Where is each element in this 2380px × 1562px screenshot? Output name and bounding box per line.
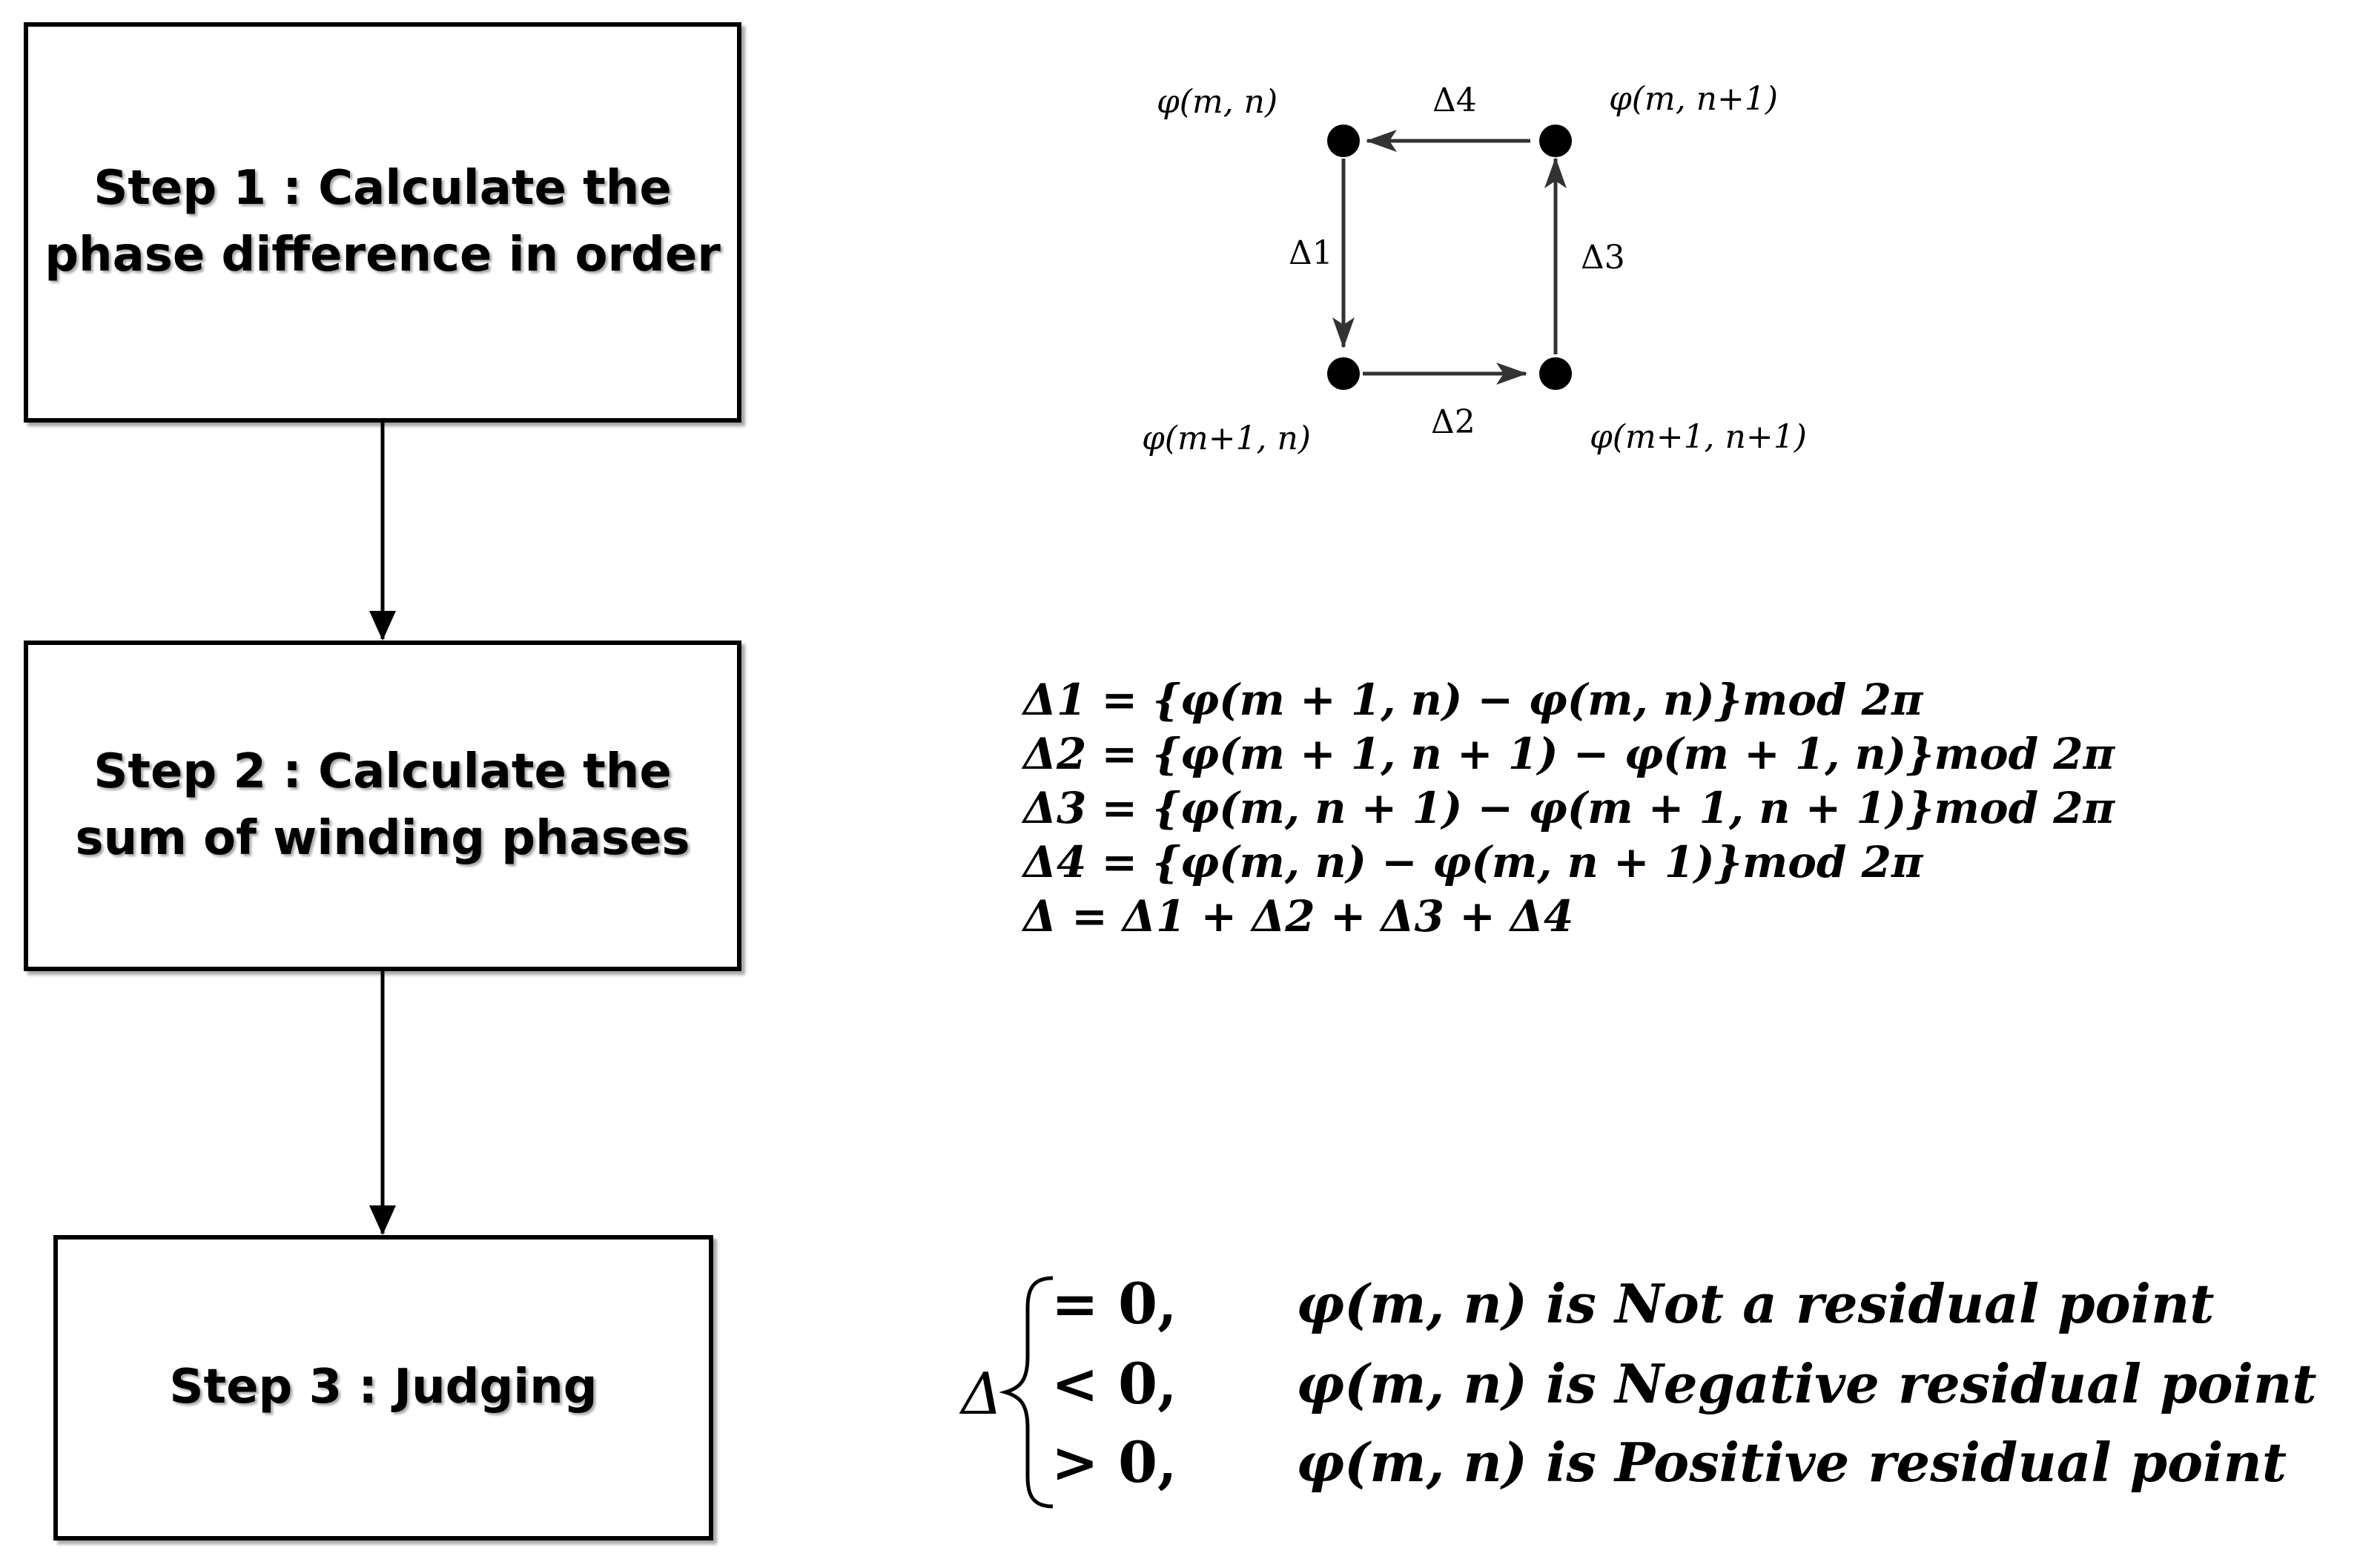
grid-node-bottom-left bbox=[1327, 357, 1360, 390]
step-1-label: Step 1 : Calculate the phase difference in order bbox=[44, 161, 721, 282]
grid-node-label-bottom-right: φ(m+1, n+1) bbox=[1590, 418, 1807, 456]
step-3-box bbox=[53, 1235, 713, 1541]
equation-delta-4: Δ4 = {φ(m, n) − φ(m, n + 1)}mod 2π bbox=[1023, 837, 1923, 887]
grid-edge-label-left: Δ1 bbox=[1289, 234, 1333, 272]
equation-delta-sum: Δ = Δ1 + Δ2 + Δ3 + Δ4 bbox=[1023, 891, 1574, 941]
judging-delta-symbol: Δ bbox=[961, 1361, 1003, 1428]
judging-case-3-condition: > 0, bbox=[1051, 1429, 1177, 1495]
judging-case-2-result: φ(m, n) is Negative residual point bbox=[1296, 1352, 2317, 1415]
equation-delta-2: Δ2 = {φ(m + 1, n + 1) − φ(m + 1, n)}mod 2π bbox=[1023, 729, 2115, 779]
grid-edge-label-bottom: Δ2 bbox=[1431, 403, 1475, 441]
judging-case-1-condition: = 0, bbox=[1051, 1271, 1177, 1337]
grid-node-label-bottom-left: φ(m+1, n) bbox=[1142, 420, 1312, 457]
grid-node-label-top-left: φ(m, n) bbox=[1157, 83, 1278, 121]
equation-delta-3: Δ3 = {φ(m, n + 1) − φ(m + 1, n + 1)}mod 2π bbox=[1023, 783, 2115, 833]
equation-delta-1: Δ1 = {φ(m + 1, n) − φ(m, n)}mod 2π bbox=[1023, 675, 1923, 725]
step-2-box bbox=[24, 641, 741, 971]
judging-case-2-condition: < 0, bbox=[1051, 1351, 1177, 1417]
grid-node-top-left bbox=[1327, 125, 1360, 157]
step-3-label: Step 3 : Judging bbox=[169, 1360, 598, 1415]
grid-edge-label-top: Δ4 bbox=[1432, 82, 1477, 119]
grid-node-bottom-right bbox=[1539, 357, 1572, 390]
step-2-label: Step 2 : Calculate the sum of winding phases bbox=[75, 744, 690, 866]
grid-node-label-top-right: φ(m, n+1) bbox=[1609, 80, 1779, 118]
judging-case-3-result: φ(m, n) is Positive residual point bbox=[1296, 1431, 2287, 1494]
step-1-box bbox=[24, 22, 741, 423]
phase-difference-equations bbox=[1023, 673, 2115, 944]
grid-node-top-right bbox=[1539, 125, 1572, 157]
grid-edge-label-right: Δ3 bbox=[1581, 239, 1625, 277]
judging-case-1-result: φ(m, n) is Not a residual point bbox=[1296, 1272, 2215, 1335]
judging-brace bbox=[1005, 1278, 1053, 1506]
